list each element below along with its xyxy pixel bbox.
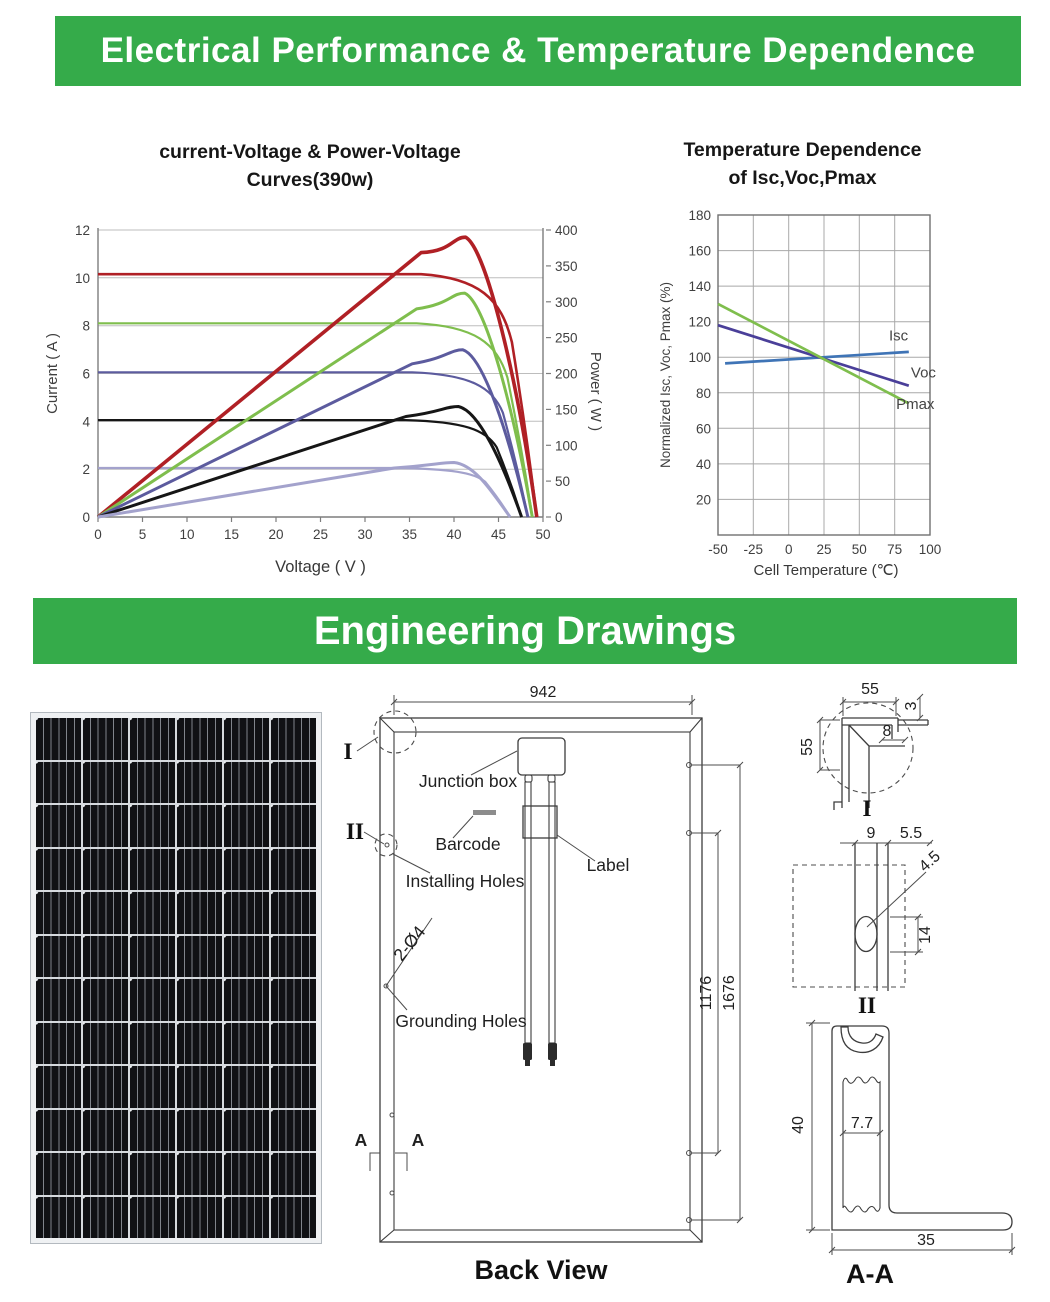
svg-text:Voltage ( V ): Voltage ( V )	[275, 558, 366, 576]
svg-text:0: 0	[94, 527, 102, 542]
solar-cell	[177, 762, 222, 804]
solar-cell	[83, 1197, 128, 1239]
temperature-dependence-chart	[640, 190, 1020, 590]
detail-i-boundary-circle	[823, 703, 913, 793]
solar-cell	[83, 849, 128, 891]
solar-cell	[36, 849, 81, 891]
solar-cell	[130, 762, 175, 804]
svg-text:0: 0	[555, 510, 563, 525]
solar-cell	[36, 1066, 81, 1108]
installing-hole	[385, 843, 389, 847]
detail-i-left-dim: 55	[799, 738, 816, 756]
section-cut-brackets	[370, 1153, 407, 1171]
line-label-Isc: Isc	[889, 327, 909, 345]
solar-cell	[130, 892, 175, 934]
solar-cell	[177, 936, 222, 978]
solar-cell	[83, 1066, 128, 1108]
svg-text:0: 0	[82, 510, 90, 525]
solar-cell	[177, 1197, 222, 1239]
connector-left	[523, 1043, 532, 1060]
frame-profile-channel	[843, 1077, 880, 1212]
aa-width-dim: 35	[917, 1232, 935, 1249]
solar-cell	[271, 1153, 316, 1195]
solar-cell	[83, 1153, 128, 1195]
corner-mitres	[380, 718, 702, 1242]
cable-left	[525, 782, 531, 1043]
connector-right	[548, 1043, 557, 1060]
barcode-mark	[473, 810, 496, 815]
svg-text:75: 75	[887, 542, 903, 557]
svg-text:300: 300	[555, 294, 578, 310]
solar-cell	[36, 762, 81, 804]
svg-text:140: 140	[688, 279, 711, 295]
mount-hole-inner-bottom	[687, 1151, 692, 1156]
svg-text:35: 35	[401, 527, 418, 542]
solar-cell	[224, 849, 269, 891]
solar-cell	[177, 1153, 222, 1195]
solar-cell	[177, 1110, 222, 1152]
svg-text:12: 12	[74, 223, 90, 238]
detail-ii-leader	[364, 832, 384, 844]
barcode-label: Barcode	[435, 834, 501, 854]
svg-text:Cell Temperature (℃): Cell Temperature (℃)	[753, 562, 899, 579]
svg-text:150: 150	[555, 402, 578, 418]
solar-cell	[271, 718, 316, 760]
corner-lip	[898, 720, 928, 725]
solar-cell	[83, 936, 128, 978]
solar-cell	[271, 892, 316, 934]
svg-text:80: 80	[695, 385, 711, 401]
svg-text:0: 0	[784, 542, 793, 557]
solar-cell	[36, 1023, 81, 1065]
svg-text:4: 4	[82, 414, 90, 430]
svg-text:40: 40	[695, 456, 711, 472]
solar-cell	[83, 1023, 128, 1065]
solar-cell	[224, 892, 269, 934]
solar-cell	[36, 1110, 81, 1152]
solar-cell	[224, 1110, 269, 1152]
aa-height-dim-lines	[806, 1020, 830, 1233]
svg-text:60: 60	[695, 421, 711, 437]
solar-cell	[130, 718, 175, 760]
grounding-holes-label: Grounding Holes	[395, 1011, 527, 1031]
drawings-banner-title: Engineering Drawings	[313, 608, 737, 653]
detail-ii-height-dim: 14	[917, 926, 934, 944]
aa-channel-dim: 7.7	[850, 1115, 874, 1132]
svg-text:Normalized Isc, Voc, Pmax (%): Normalized Isc, Voc, Pmax (%)	[658, 281, 673, 469]
iv-chart-title-line2: Curves(390w)	[246, 169, 374, 191]
solar-cell	[271, 936, 316, 978]
solar-cell	[177, 1066, 222, 1108]
svg-text:Current ( A ): Current ( A )	[44, 333, 61, 414]
svg-text:5: 5	[138, 527, 147, 542]
svg-text:100: 100	[688, 350, 711, 366]
svg-text:180: 180	[688, 208, 711, 223]
connector-tip-right	[550, 1060, 555, 1066]
detail-i-top-dim: 55	[861, 681, 879, 698]
svg-text:2: 2	[82, 462, 90, 478]
solar-cell	[177, 1023, 222, 1065]
line-Voc	[718, 325, 909, 386]
connector-tip-left	[525, 1060, 530, 1066]
solar-cell	[224, 805, 269, 847]
solar-cell	[177, 892, 222, 934]
detail-ii-caption: II	[858, 993, 876, 1018]
back-view-caption: Back View	[474, 1255, 608, 1285]
svg-text:25: 25	[816, 542, 832, 557]
solar-cell	[130, 1153, 175, 1195]
svg-text:50: 50	[851, 542, 867, 557]
detail-i-caption: I	[862, 796, 872, 821]
svg-text:Power ( W ): Power ( W )	[587, 351, 604, 432]
solar-cell	[271, 805, 316, 847]
detail-i-ref-label: I	[343, 739, 353, 764]
iv-pv-curves-chart	[40, 205, 615, 600]
solar-cell	[36, 936, 81, 978]
detail-drawings	[770, 675, 1050, 1302]
detail-ii-hole	[855, 917, 877, 952]
junction-terminal-right	[548, 775, 555, 782]
temperature-chart-title-line2: of Isc,Voc,Pmax	[728, 167, 877, 189]
iv-chart-title-line1: current-Voltage & Power-Voltage	[159, 141, 461, 163]
drawings-section-banner	[33, 598, 1017, 664]
svg-text:8: 8	[82, 318, 90, 334]
temperature-chart-title	[635, 136, 970, 192]
svg-text:100: 100	[918, 542, 942, 557]
frame-profile-hook-slot	[841, 1027, 883, 1052]
solar-cell	[271, 979, 316, 1021]
grounding-spec-label: 2-Ø4	[389, 921, 430, 965]
solar-cell	[36, 892, 81, 934]
section-a-right-label: A	[411, 1130, 425, 1150]
solar-cell	[83, 892, 128, 934]
mount-hole-inner-top	[687, 831, 692, 836]
solar-cells-grid	[36, 718, 316, 1238]
performance-section-banner	[55, 16, 1021, 86]
solar-cell	[130, 936, 175, 978]
solar-cell	[83, 805, 128, 847]
svg-text:50: 50	[535, 527, 551, 542]
solar-cell	[130, 849, 175, 891]
svg-text:10: 10	[179, 527, 195, 542]
frame-hole-left-2	[390, 1191, 394, 1195]
solar-cell	[36, 718, 81, 760]
solar-cell	[224, 718, 269, 760]
solar-cell	[130, 805, 175, 847]
svg-text:-25: -25	[743, 542, 764, 557]
svg-text:100: 100	[555, 438, 578, 454]
solar-cell	[130, 1197, 175, 1239]
solar-cell	[177, 979, 222, 1021]
width-dim: 942	[529, 684, 557, 701]
solar-cell	[177, 849, 222, 891]
back-view-drawing	[340, 675, 760, 1302]
solar-cell	[224, 936, 269, 978]
outer-height-dim: 1676	[721, 975, 738, 1011]
solar-cell	[130, 1110, 175, 1152]
label-box	[523, 806, 557, 838]
solar-cell	[177, 805, 222, 847]
svg-text:20: 20	[268, 527, 284, 542]
mount-hole-outer-bottom	[687, 1218, 692, 1223]
svg-text:25: 25	[312, 527, 329, 542]
svg-text:350: 350	[555, 258, 578, 274]
detail-ii-offset-dim: 5.5	[899, 825, 923, 842]
line-label-Pmax: Pmax	[896, 395, 935, 413]
svg-text:50: 50	[555, 474, 571, 490]
temperature-chart-title-line1: Temperature Dependence	[683, 139, 922, 161]
frame-hole-left-1	[390, 1113, 394, 1117]
aa-caption: A-A	[846, 1259, 894, 1289]
inner-height-dim: 1176	[698, 975, 715, 1011]
solar-cell	[271, 1197, 316, 1239]
solar-cell	[271, 1066, 316, 1108]
mount-hole-outer-top	[687, 763, 692, 768]
detail-i-lip-dim: 3	[903, 701, 920, 711]
svg-text:200: 200	[555, 366, 578, 382]
panel-outer-frame	[380, 718, 702, 1242]
solar-cell	[83, 762, 128, 804]
junction-terminal-left	[525, 775, 532, 782]
solar-cell	[130, 1023, 175, 1065]
cable-right	[549, 782, 555, 1043]
solar-cell	[224, 1153, 269, 1195]
performance-banner-title: Electrical Performance & Temperature Dependence	[100, 31, 976, 70]
solar-cell	[224, 762, 269, 804]
iv-chart-title	[90, 138, 530, 194]
solar-cell	[36, 1153, 81, 1195]
solar-cell	[177, 718, 222, 760]
detail-ii-slot-width-dim: 9	[866, 825, 876, 842]
solar-cell	[36, 805, 81, 847]
solar-cell	[36, 1197, 81, 1239]
solar-cell	[271, 1023, 316, 1065]
svg-text:400: 400	[555, 223, 578, 238]
detail-i-inset-dim: 8	[882, 723, 892, 740]
solar-cell	[83, 979, 128, 1021]
solar-cell	[224, 979, 269, 1021]
solar-cell	[271, 762, 316, 804]
svg-text:-50: -50	[708, 542, 728, 557]
panel-front-view-photo	[30, 712, 322, 1244]
junction-box	[518, 738, 565, 775]
solar-cell	[271, 849, 316, 891]
svg-text:20: 20	[695, 492, 711, 508]
solar-cell	[130, 979, 175, 1021]
svg-text:160: 160	[688, 243, 711, 259]
detail-ii-hole-leader	[867, 872, 926, 927]
svg-text:120: 120	[688, 314, 711, 330]
svg-text:250: 250	[555, 330, 578, 346]
curve-P-V 800W/m2	[98, 293, 532, 517]
line-label-Voc: Voc	[910, 364, 936, 382]
svg-text:10: 10	[74, 270, 90, 286]
solar-cell	[36, 979, 81, 1021]
detail-i-drawing	[799, 681, 928, 821]
label-label: Label	[586, 855, 630, 875]
solar-cell	[224, 1066, 269, 1108]
solar-cell	[83, 718, 128, 760]
solar-cell	[271, 1110, 316, 1152]
solar-cell	[83, 1110, 128, 1152]
solar-cell	[224, 1197, 269, 1239]
svg-text:15: 15	[223, 527, 240, 542]
svg-text:30: 30	[357, 527, 373, 542]
detail-ii-hole-dim: 4.5	[916, 847, 944, 876]
svg-text:6: 6	[82, 366, 90, 382]
detail-ii-drawing	[793, 825, 944, 1018]
solar-cell	[130, 1066, 175, 1108]
svg-text:40: 40	[446, 527, 462, 542]
detail-i-leader	[357, 737, 378, 751]
solar-cell	[224, 1023, 269, 1065]
section-aa-drawing	[790, 1020, 1015, 1289]
detail-i-top-dim-lines	[840, 697, 899, 716]
svg-text:45: 45	[490, 527, 507, 542]
panel-inner-frame	[394, 732, 690, 1230]
aa-height-dim: 40	[790, 1116, 807, 1134]
junction-box-label: Junction box	[418, 771, 518, 791]
detail-ii-ref-label: II	[346, 819, 364, 844]
installing-holes-label: Installing Holes	[405, 871, 525, 891]
section-a-left-label: A	[354, 1130, 368, 1150]
